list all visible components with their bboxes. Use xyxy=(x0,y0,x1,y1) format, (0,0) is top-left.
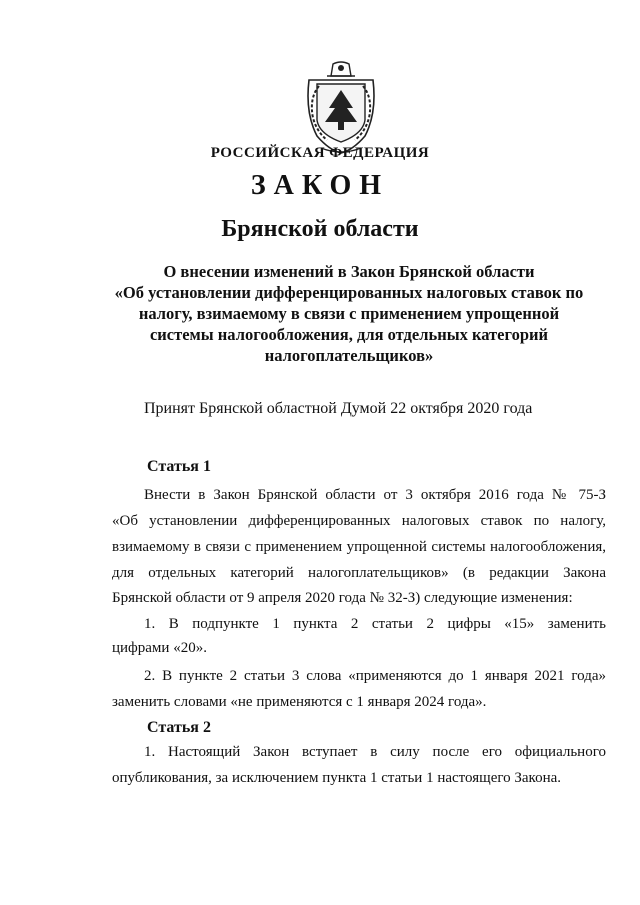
subject-line: налогоплательщиков» xyxy=(264,346,434,365)
adoption-note: Принят Брянской областной Думой 22 октября 2020 года xyxy=(144,400,533,417)
article-1-line: 2. В пункте 2 статьи 3 слова «применяются до 1 января 2021 года» xyxy=(144,668,606,684)
subject-line: «Об установлении дифференцированных налоговых ставок по xyxy=(114,283,584,302)
article-1-heading: Статья 1 xyxy=(147,458,211,475)
article-1-line: Брянской области от 9 апреля 2020 года № 32-З) следующие изменения: xyxy=(112,590,573,606)
article-1-line: 1. В подпункте 1 пункта 2 статьи 2 цифры «15» заменить xyxy=(144,616,606,632)
article-1-line: «Об установлении дифференцированных налоговых ставок по налогу, xyxy=(112,513,606,529)
article-1-line: заменить словами «не применяются с 1 января 2024 года». xyxy=(112,694,487,710)
article-1-line: для отдельных категорий налогоплательщиков» (в редакции Закона xyxy=(112,565,606,581)
law-title: ЗАКОН xyxy=(250,170,390,201)
article-2-heading: Статья 2 xyxy=(147,719,211,736)
region-title: Брянской области xyxy=(221,216,419,242)
article-2-line: 1. Настоящий Закон вступает в силу после его официального xyxy=(144,744,606,760)
federation-title: РОССИЙСКАЯ ФЕДЕРАЦИЯ xyxy=(210,145,430,161)
subject-line: системы налогообложения, для отдельных категорий xyxy=(149,325,549,344)
coat-of-arms-icon xyxy=(297,58,385,156)
article-2-line: опубликования, за исключением пункта 1 статьи 1 настоящего Закона. xyxy=(112,770,562,786)
law-subject xyxy=(110,261,588,366)
subject-line: О внесении изменений в Закон Брянской области xyxy=(163,262,535,281)
article-1-line: взимаемому в связи с применением упрощенной системы налогообложения, xyxy=(112,539,606,555)
article-1-line: цифрами «20». xyxy=(112,640,207,656)
article-1-line: Внести в Закон Брянской области от 3 октября 2016 года № 75-З xyxy=(144,487,606,503)
subject-line: налогу, взимаемому в связи с применением упрощенной xyxy=(138,304,560,323)
